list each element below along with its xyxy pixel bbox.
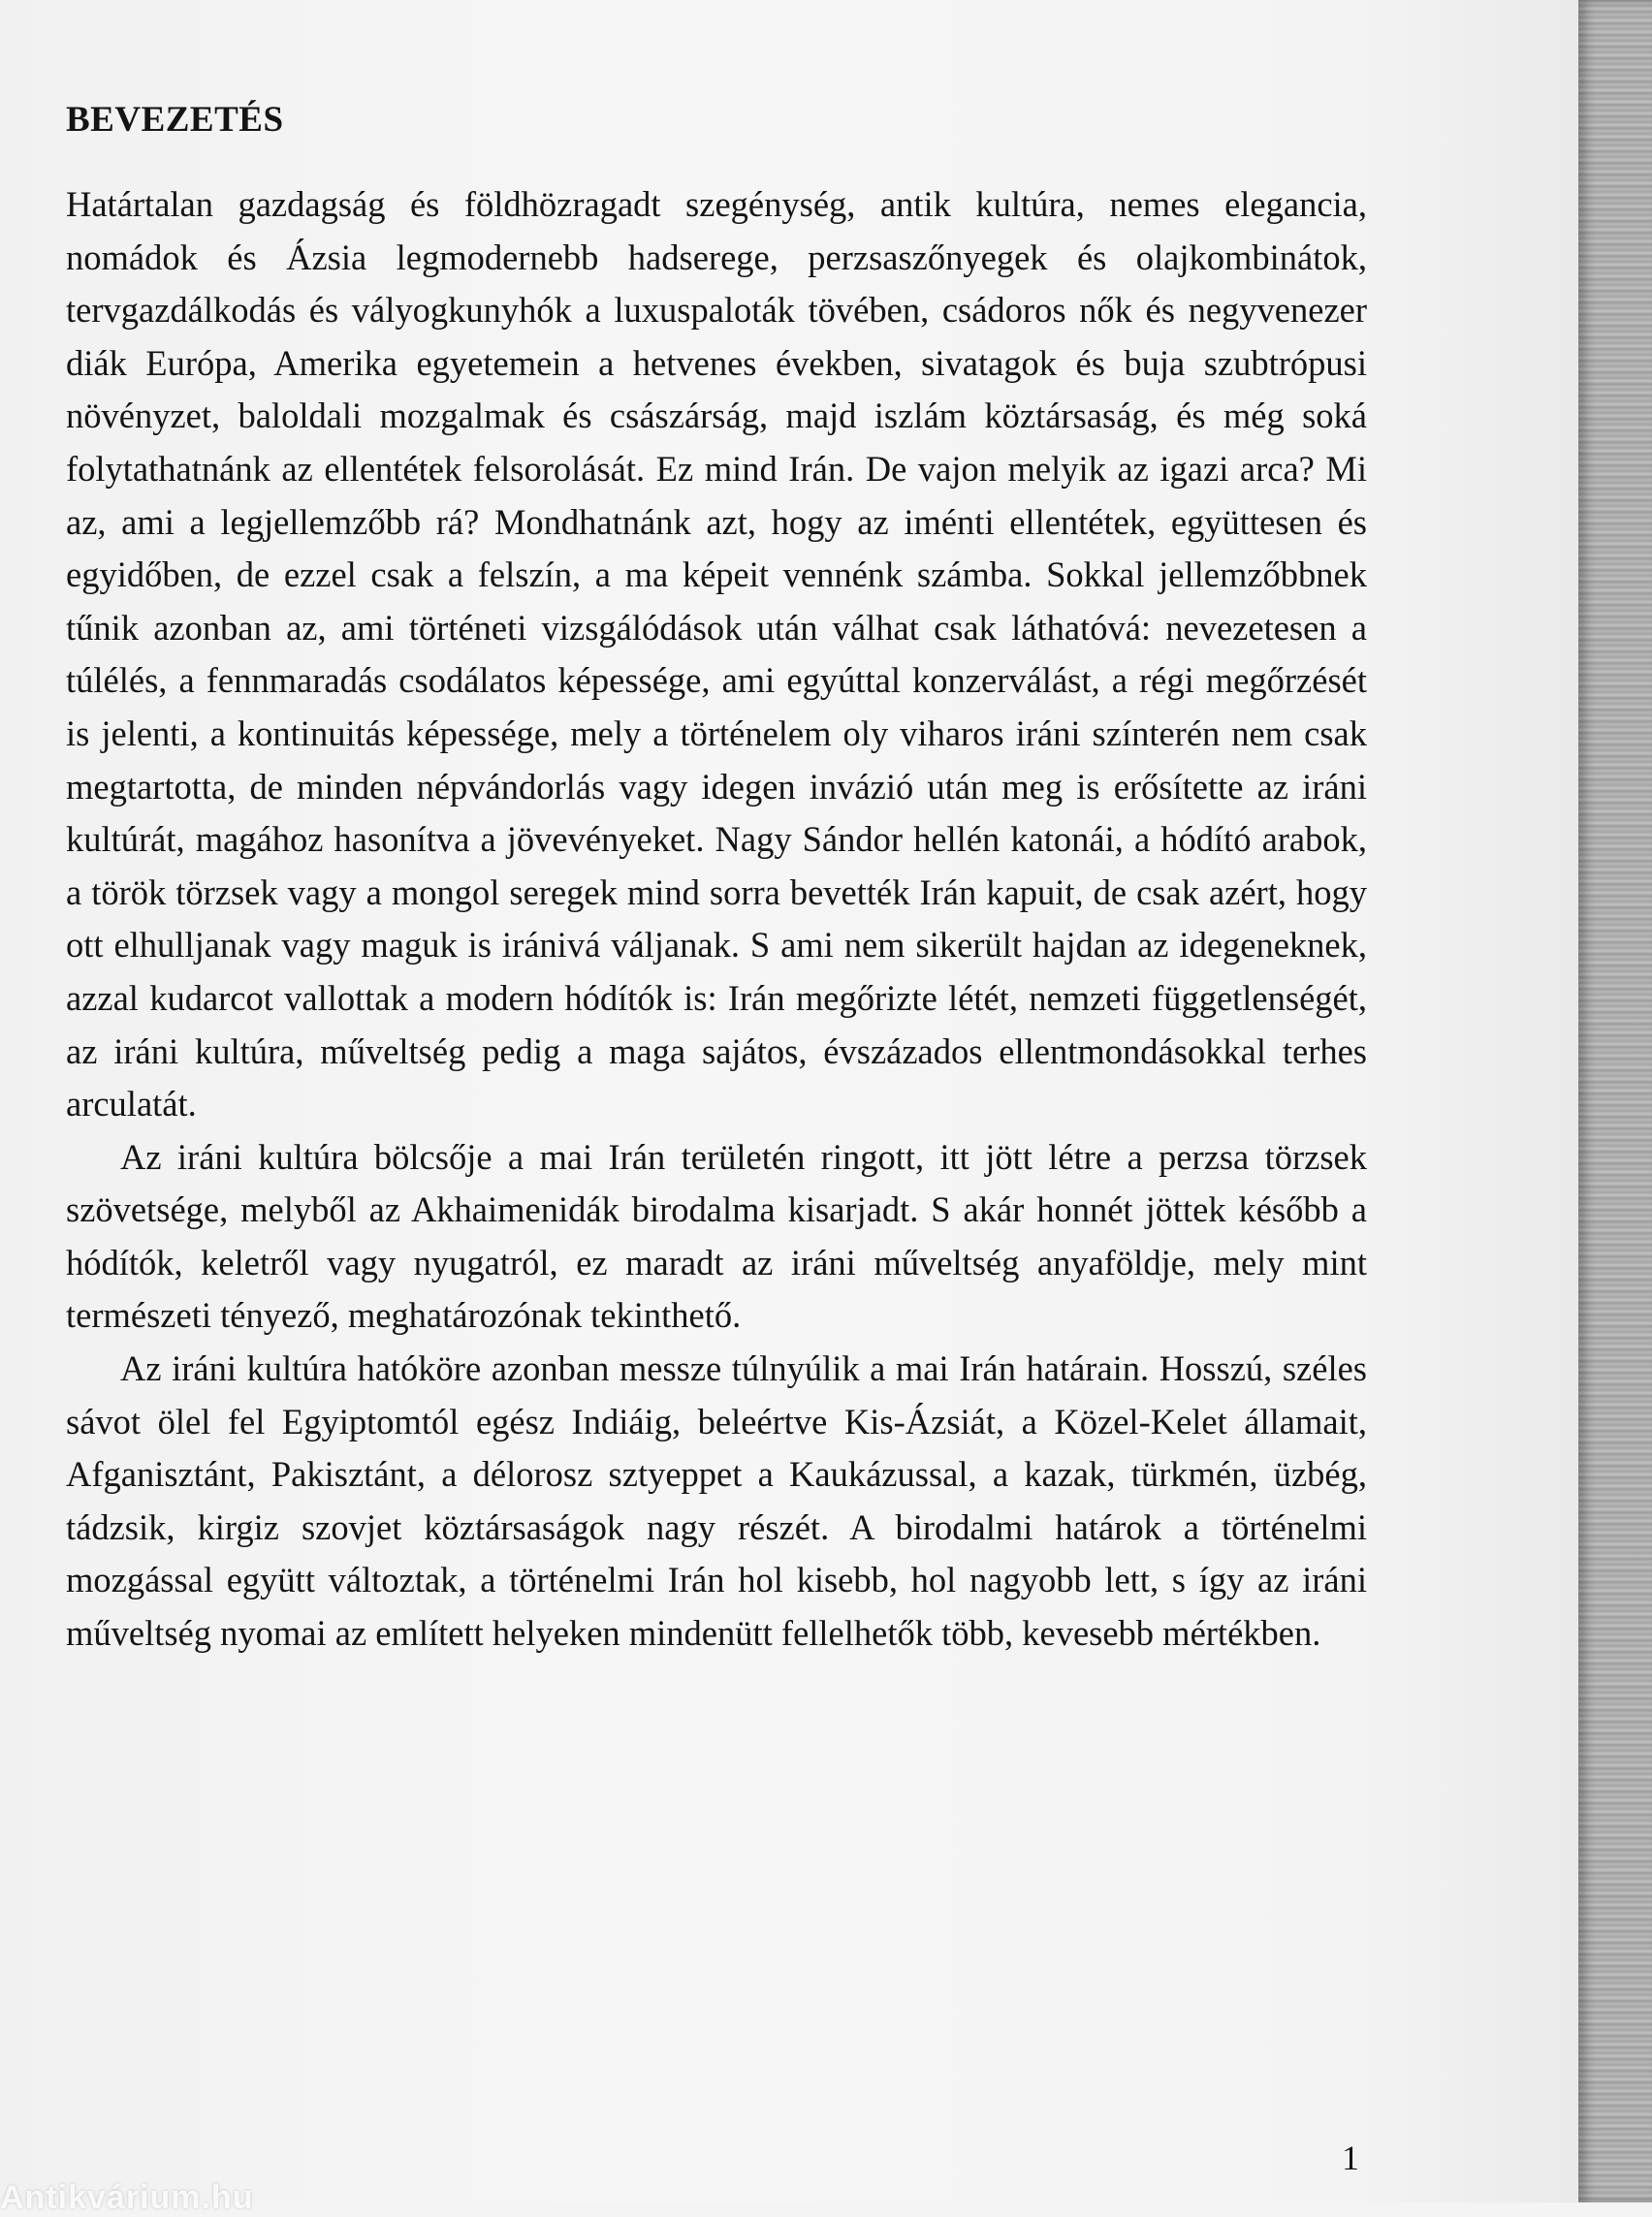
chapter-heading: BEVEZETÉS: [66, 100, 284, 140]
paragraph-1: Határtalan gazdagság és földhözragadt szegénység, antik kultúra, nemes elegancia, nomádok és Ázsia legmodernebb hadserege, perzsaszőnyegek és olajkombinátok, tervgazdálkodás és vályogkunyhók a luxuspaloták tövében, csádoros nők és negyvenezer diák Európa, Amerika egyetemein a hetvenes években, sivatagok és buja szubtrópusi növényzet, baloldali mozgalmak és császárság, majd iszlám köztársaság, és még soká folytathatnánk az ellentétek felsorolását. Ez mind Irán. De vajon melyik az igazi arca? Mi az, ami a legjellemzőbb rá? Mondhatnánk azt, hogy az iménti ellentétek, együttesen és egyidőben, de ezzel csak a felszín, a ma képeit vennénk számba. Sokkal jellemzőbbnek tűnik azonban az, ami történeti vizsgálódások után válhat csak láthatóvá: nevezetesen a túlélés, a fennmaradás csodálatos képessége, ami egyúttal konzerválást, a régi megőrzését is jelenti, a kontinuitás képessége, mely a történelem oly viharos iráni színterén nem csak megtartotta, de minden népvándorlás vagy idegen invázió után meg is erősítette az iráni kultúrát, magához hasonítva a jövevényeket. Nagy Sándor hellén katonái, a hódító arabok, a török törzsek vagy a mongol seregek mind sorra bevették Irán kapuit, de csak azért, hogy ott elhulljanak vagy maguk is iránivá váljanak. S ami nem sikerült hajdan az idegeneknek, azzal kudarcot vallottak a modern hódítók is: Irán megőrizte létét, nemzeti függetlenségét, az iráni kultúra, műveltség pedig a maga sajátos, évszázados ellentmondásokkal terhes arculatát.: [66, 184, 1367, 1124]
paragraph-3: Az iráni kultúra hatóköre azonban messze túlnyúlik a mai Irán határain. Hosszú, széles sávot ölel fel Egyiptomtól egész Indiáig, beleértve Kis-Ázsiát, a Közel-Kelet államait, Afganisztánt, Pakisztánt, a délorosz sztyeppet a Kaukázussal, a kazak, türkmén, üzbég, tádzsik, kirgiz szovjet köztársaságok nagy részét. A birodalmi határok a történelmi mozgással együtt változtak, a történelmi Irán hol kisebb, hol nagyobb lett, s így az iráni műveltség nyomai az említett helyeken mindenütt fellelhetők több, kevesebb mértékben.: [66, 1348, 1367, 1654]
page-edge: [1578, 0, 1652, 2202]
page-content: [66, 97, 1367, 1661]
watermark: Antikvárium.hu: [0, 2179, 254, 2216]
page-number: 1: [1342, 2138, 1359, 2177]
paragraph-2: Az iráni kultúra bölcsője a mai Irán területén ringott, itt jött létre a perzsa törzsek szövetsége, melyből az Akhaimenidák birodalma kisarjadt. S akár honnét jöttek később a hódítók, keletről vagy nyugatról, ez maradt az iráni műveltség anyaföldje, mely mint természeti tényező, meghatározónak tekinthető.: [66, 1136, 1367, 1336]
